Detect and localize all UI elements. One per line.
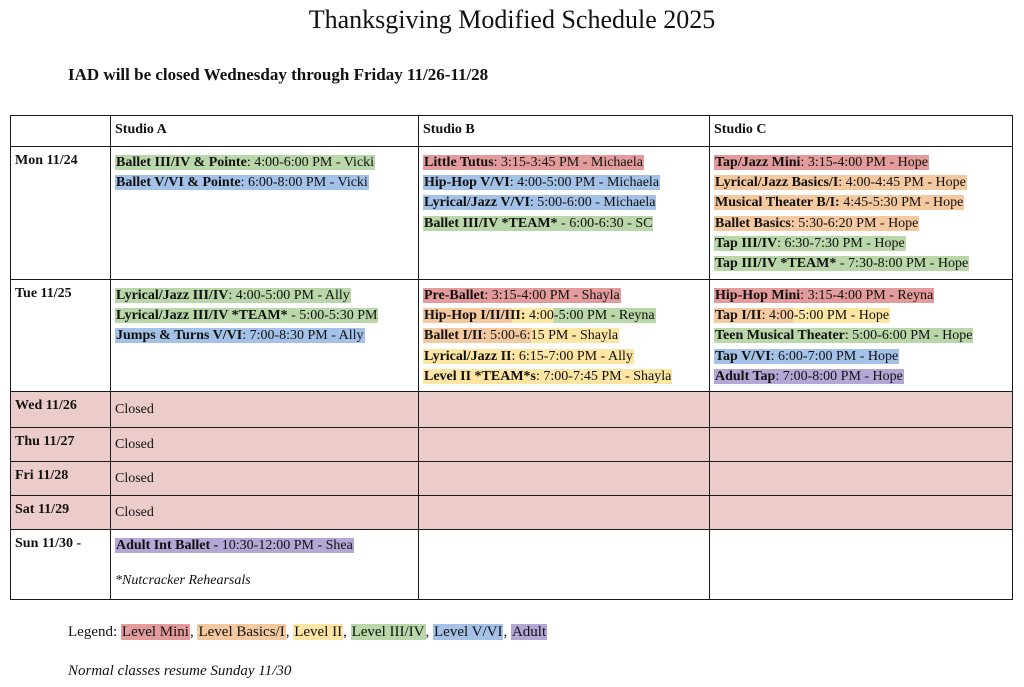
legend-item-mini: Level Mini	[121, 624, 189, 640]
class-time-instructor: - 6:00-6:30 - SC	[557, 215, 653, 231]
class-entry	[714, 214, 1008, 234]
class-highlight-mini	[423, 288, 621, 303]
class-highlight-level34	[115, 288, 351, 303]
class-entry	[115, 306, 414, 326]
class-entry	[714, 367, 1008, 387]
class-highlight-level56	[115, 328, 365, 343]
table-row	[11, 428, 1013, 462]
cell-studio-b	[419, 462, 710, 496]
class-entry	[115, 536, 414, 556]
class-time-instructor: - 7:30-8:00 PM - Hope	[836, 256, 969, 272]
cell-studio-a	[111, 530, 419, 600]
class-entry	[115, 286, 414, 306]
class-entry	[423, 306, 705, 326]
class-time-instructor: - 5:00-5:30 PM	[287, 308, 378, 324]
table-header-row	[11, 116, 1013, 147]
class-time-instructor: : 7:00-8:30 PM - Ally	[242, 328, 364, 344]
cell-studio-c	[710, 530, 1013, 600]
class-entry	[423, 326, 705, 346]
legend-item-level34: Level III/IV	[351, 624, 425, 640]
class-time-instructor: : 4:00-5:00 PM - Michaela	[509, 175, 660, 191]
day-cell: Wed 11/26	[11, 392, 111, 428]
cell-studio-c	[710, 428, 1013, 462]
class-highlight-basics	[714, 308, 890, 323]
class-time-instructor: : 3:15-3:45 PM - Michaela	[493, 155, 643, 170]
class-name: Lyrical/Jazz III/IV *TEAM*	[116, 308, 288, 324]
class-entry	[423, 173, 705, 193]
cell-studio-b	[419, 496, 710, 530]
class-highlight-level56	[714, 349, 899, 364]
cell-studio-c	[710, 392, 1013, 428]
legend-item-level56: Level V/VI	[434, 624, 503, 640]
class-entry	[714, 286, 1008, 306]
table-row	[11, 280, 1013, 392]
class-name: Pre-Ballet	[424, 288, 485, 303]
class-entry	[714, 306, 1008, 326]
class-time-instructor: 4:45-5:30 PM - Hope	[839, 195, 964, 211]
legend-item-basics: Level Basics/I	[198, 624, 285, 640]
cell-studio-a: Closed	[111, 392, 419, 428]
class-time-instructor: : 4:00-5:00 PM - Hope	[761, 308, 890, 324]
class-time-instructor: : 4:00-5:00 PM - Ally	[228, 288, 350, 303]
cell-studio-a: Closed	[111, 428, 419, 462]
class-time-instructor: : 3:15-4:00 PM - Reyna	[800, 288, 934, 303]
class-time-instructor: : 5:00-6:15 PM - Shayla	[482, 328, 619, 344]
schedule-table	[10, 115, 1013, 600]
class-name: Ballet III/IV & Pointe	[116, 155, 247, 170]
class-entry	[115, 326, 414, 346]
cell-studio-b	[419, 428, 710, 462]
class-name: Teen Musical Theater	[715, 328, 845, 344]
day-cell: Fri 11/28	[11, 462, 111, 496]
class-entry	[423, 214, 705, 234]
cell-studio-a: Closed	[111, 462, 419, 496]
header-studio-c: Studio C	[710, 116, 1013, 147]
class-time-instructor: 4:00-5:00 PM - Reyna	[525, 308, 655, 324]
closure-notice: IAD will be closed Wednesday through Friday 11/26-11/28	[68, 65, 489, 84]
class-time-instructor: : 6:00-7:00 PM - Hope	[770, 348, 899, 364]
page-title: Thanksgiving Modified Schedule 2025	[308, 5, 716, 34]
cell-studio-c	[710, 462, 1013, 496]
class-name: Tap V/VI	[715, 348, 771, 364]
class-name: Little Tutus	[424, 155, 494, 170]
class-entry	[714, 193, 1008, 213]
legend-item-adult: Adult	[511, 624, 547, 640]
legend: Legend: Level Mini, Level Basics/I, Level II, Level III/IV, Level V/VI, Adult	[68, 624, 547, 640]
day-cell: Sat 11/29	[11, 496, 111, 530]
class-time-instructor: : 4:00-6:00 PM - Vicki	[246, 155, 375, 170]
class-name: Lyrical/Jazz II	[424, 348, 512, 364]
class-name: Tap III/IV *TEAM*	[715, 256, 837, 272]
class-highlight-basics	[423, 308, 656, 323]
day-cell: Tue 11/25	[11, 280, 111, 392]
class-time-instructor: : 4:00-4:45 PM - Hope	[838, 175, 966, 191]
day-cell: Thu 11/27	[11, 428, 111, 462]
class-highlight-basics	[714, 175, 967, 190]
class-highlight-level34	[714, 256, 969, 271]
cell-studio-a	[111, 280, 419, 392]
class-entry	[115, 173, 414, 193]
class-highlight-level34	[115, 308, 378, 323]
class-name: Musical Theater B/I:	[715, 195, 840, 211]
class-entry	[423, 367, 705, 387]
class-time-instructor: : 6:15-7:00 PM - Ally	[511, 348, 633, 364]
class-highlight-level2	[423, 349, 634, 364]
class-highlight-level34	[423, 216, 653, 231]
class-highlight-basics	[714, 195, 964, 210]
cell-studio-b	[419, 147, 710, 280]
class-entry	[714, 347, 1008, 367]
class-name: Ballet III/IV *TEAM*	[424, 215, 558, 231]
class-time-instructor: : 3:15-4:00 PM - Shayla	[484, 288, 620, 303]
cell-studio-b	[419, 530, 710, 600]
class-highlight-level56	[423, 195, 656, 210]
class-time-instructor: : 5:00-6:00 PM - Hope	[844, 328, 973, 344]
class-time-instructor: : 5:30-6:20 PM - Hope	[790, 215, 919, 231]
class-highlight-mini	[714, 155, 929, 170]
cell-studio-b	[419, 392, 710, 428]
class-name: Level II *TEAM*s	[424, 368, 536, 384]
header-day	[11, 116, 111, 147]
class-name: Lyrical/Jazz III/IV	[116, 288, 229, 303]
class-time-instructor: 10:30-12:00 PM - Shea	[218, 538, 353, 554]
class-name: Lyrical/Jazz V/VI	[424, 195, 530, 211]
table-row	[11, 392, 1013, 428]
class-time-instructor: : 7:00-7:45 PM - Shayla	[536, 368, 672, 384]
day-cell: Sun 11/30 -	[11, 530, 111, 600]
class-highlight-mini	[423, 155, 644, 170]
class-highlight-level34	[714, 328, 973, 343]
class-time-instructor: : 6:00-8:00 PM - Vicki	[240, 175, 368, 191]
class-highlight-level34	[115, 155, 375, 170]
class-entry	[423, 193, 705, 213]
class-time-instructor: : 7:00-8:00 PM - Hope	[775, 368, 903, 384]
class-entry	[714, 326, 1008, 346]
class-highlight-mini	[714, 288, 934, 303]
class-name: Hip-Hop V/VI	[424, 175, 510, 191]
table-row	[11, 462, 1013, 496]
cell-studio-b	[419, 280, 710, 392]
class-name: Hip-Hop Mini	[715, 288, 801, 303]
class-entry	[714, 254, 1008, 274]
cell-studio-c	[710, 280, 1013, 392]
cell-studio-a: Closed	[111, 496, 419, 530]
class-time-instructor: : 3:15-4:00 PM - Hope	[800, 155, 928, 170]
class-highlight-level2	[423, 369, 672, 384]
table-row	[11, 496, 1013, 530]
class-entry	[714, 153, 1008, 173]
class-name: Ballet Basics	[715, 215, 791, 231]
class-name: Ballet I/II	[424, 328, 483, 344]
class-highlight-level56	[423, 175, 660, 190]
table-row	[11, 147, 1013, 280]
class-name: Ballet V/VI & Pointe	[116, 175, 241, 191]
class-name: Adult Int Ballet -	[116, 538, 219, 554]
legend-label: Legend:	[68, 624, 118, 640]
class-time-instructor: : 6:30-7:30 PM - Hope	[777, 235, 905, 251]
class-name: Jumps & Turns V/VI	[116, 328, 243, 344]
class-entry	[714, 173, 1008, 193]
class-name: Hip-Hop I/II/III:	[424, 308, 526, 324]
class-entry	[115, 153, 414, 173]
cell-studio-a	[111, 147, 419, 280]
cell-studio-c	[710, 147, 1013, 280]
class-highlight-level34	[714, 236, 906, 251]
class-name: Tap I/II	[715, 308, 762, 324]
legend-item-level2: Level II	[294, 624, 343, 640]
day-cell: Mon 11/24	[11, 147, 111, 280]
class-name: Tap/Jazz Mini	[715, 155, 801, 170]
class-entry	[714, 234, 1008, 254]
resume-note: Normal classes resume Sunday 11/30	[68, 663, 292, 679]
class-entry	[423, 347, 705, 367]
class-name: Lyrical/Jazz Basics/I	[715, 175, 839, 191]
header-studio-b: Studio B	[419, 116, 710, 147]
class-highlight-basics	[714, 216, 919, 231]
class-highlight-adult	[714, 369, 904, 384]
class-entry	[423, 153, 705, 173]
class-name: Tap III/IV	[715, 235, 778, 251]
class-name: Adult Tap	[715, 368, 776, 384]
class-highlight-basics	[423, 328, 619, 343]
class-time-instructor: : 5:00-6:00 - Michaela	[529, 195, 656, 211]
cell-studio-c	[710, 496, 1013, 530]
rehearsal-note: *Nutcracker Rehearsals	[115, 573, 251, 589]
class-highlight-adult	[115, 538, 354, 553]
table-row	[11, 530, 1013, 600]
class-entry	[423, 286, 705, 306]
class-highlight-level56	[115, 175, 369, 190]
header-studio-a: Studio A	[111, 116, 419, 147]
